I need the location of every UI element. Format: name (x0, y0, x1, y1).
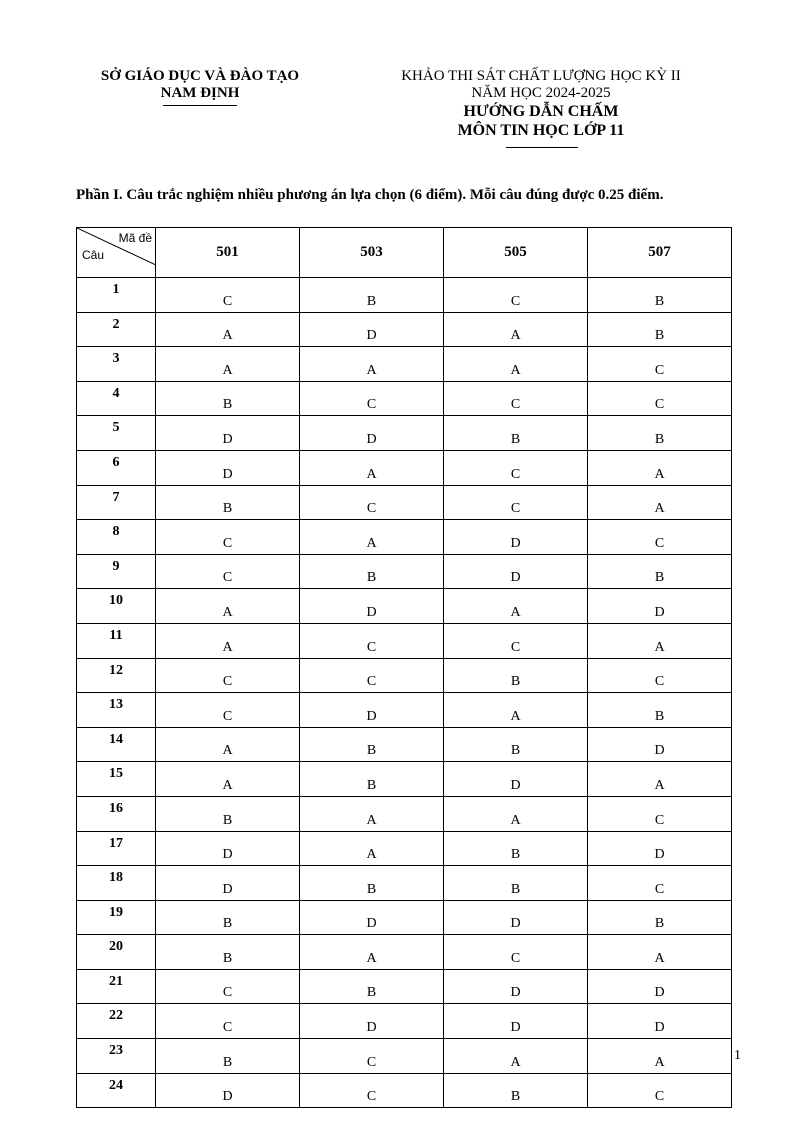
answer-cell: D (156, 450, 300, 485)
answer-cell: C (300, 381, 444, 416)
answer-cell: C (444, 935, 588, 970)
exam-code-header: 503 (300, 228, 444, 278)
table-row (77, 450, 732, 485)
answer-cell: D (444, 520, 588, 555)
answer-cell: C (300, 485, 444, 520)
question-number: 16 (77, 796, 156, 831)
table-row (77, 658, 732, 693)
answer-cell: B (444, 1073, 588, 1108)
answer-cell: D (300, 416, 444, 451)
answer-cell: A (588, 935, 732, 970)
answer-cell: D (588, 969, 732, 1004)
question-number: 23 (77, 1039, 156, 1074)
answer-cell: C (156, 969, 300, 1004)
table-row (77, 866, 732, 901)
answer-cell: D (444, 900, 588, 935)
table-row (77, 693, 732, 728)
question-number: 9 (77, 554, 156, 589)
question-number: 14 (77, 727, 156, 762)
answer-cell: A (444, 796, 588, 831)
question-number: 13 (77, 693, 156, 728)
table-row (77, 312, 732, 347)
table-row (77, 520, 732, 555)
answer-cell: C (300, 1039, 444, 1074)
question-number: 6 (77, 450, 156, 485)
table-row (77, 900, 732, 935)
answer-cell: B (156, 1039, 300, 1074)
answer-cell: D (588, 727, 732, 762)
answer-cell: C (444, 381, 588, 416)
table-row (77, 554, 732, 589)
answer-cell: C (588, 796, 732, 831)
answer-cell: C (156, 554, 300, 589)
table-row (77, 969, 732, 1004)
table-row (77, 762, 732, 797)
answer-cell: D (156, 866, 300, 901)
answer-cell: B (300, 278, 444, 313)
table-row (77, 935, 732, 970)
answer-cell: D (300, 900, 444, 935)
answer-cell: D (300, 693, 444, 728)
question-number: 20 (77, 935, 156, 970)
department-header (80, 68, 320, 106)
answer-cell: C (156, 693, 300, 728)
table-row (77, 1039, 732, 1074)
section-title: Phần I. Câu trắc nghiệm nhiều phương án lựa chọn (6 điểm). Mỗi câu đúng được 0.25 điểm. (76, 187, 664, 203)
department-name: SỞ GIÁO DỤC VÀ ĐÀO TẠO (100, 68, 300, 84)
answer-cell: B (156, 485, 300, 520)
answer-cell: D (156, 831, 300, 866)
answer-cell: A (588, 485, 732, 520)
answer-cell: D (588, 1004, 732, 1039)
answer-table-body (77, 278, 732, 1108)
answer-cell: D (300, 1004, 444, 1039)
table-row (77, 796, 732, 831)
answer-cell: B (588, 693, 732, 728)
table-row (77, 416, 732, 451)
table-row (77, 1004, 732, 1039)
answer-cell: B (156, 796, 300, 831)
question-number: 7 (77, 485, 156, 520)
question-number: 18 (77, 866, 156, 901)
answer-cell: D (588, 589, 732, 624)
answer-cell: B (588, 900, 732, 935)
corner-cell (77, 228, 156, 278)
exam-code-header: 505 (444, 228, 588, 278)
table-row (77, 485, 732, 520)
answer-cell: A (156, 589, 300, 624)
question-number: 4 (77, 381, 156, 416)
answer-cell: C (156, 520, 300, 555)
answer-cell: D (444, 1004, 588, 1039)
answer-cell: B (588, 416, 732, 451)
answer-cell: D (444, 969, 588, 1004)
answer-cell: C (588, 520, 732, 555)
answer-cell: B (444, 866, 588, 901)
answer-cell: C (156, 278, 300, 313)
answer-cell: A (156, 727, 300, 762)
answer-cell: A (588, 762, 732, 797)
table-row (77, 727, 732, 762)
document-title: HƯỚNG DẪN CHẤM (463, 103, 619, 120)
question-number: 5 (77, 416, 156, 451)
table-row (77, 278, 732, 313)
answer-cell: A (588, 623, 732, 658)
answer-cell: C (444, 278, 588, 313)
answer-cell: B (300, 762, 444, 797)
question-number: 12 (77, 658, 156, 693)
answer-cell: B (444, 416, 588, 451)
answer-cell: A (300, 347, 444, 382)
corner-label-question: Câu (82, 248, 105, 262)
answer-cell: B (588, 312, 732, 347)
answer-cell: A (588, 450, 732, 485)
answer-cell: C (156, 658, 300, 693)
subject-title: MÔN TIN HỌC LỚP 11 (457, 122, 625, 139)
answer-cell: B (156, 935, 300, 970)
answer-cell: A (588, 1039, 732, 1074)
answer-cell: D (156, 1073, 300, 1108)
answer-cell: C (588, 347, 732, 382)
answer-cell: A (444, 347, 588, 382)
answer-cell: C (300, 1073, 444, 1108)
table-row (77, 589, 732, 624)
answer-cell: C (588, 381, 732, 416)
answer-cell: D (588, 831, 732, 866)
answer-cell: B (588, 278, 732, 313)
answer-cell: A (300, 450, 444, 485)
answer-cell: C (300, 658, 444, 693)
answer-cell: A (156, 762, 300, 797)
answer-cell: A (300, 935, 444, 970)
exam-header (360, 68, 722, 140)
exam-code-header: 507 (588, 228, 732, 278)
exam-name: KHẢO THI SÁT CHẤT LƯỢNG HỌC KỲ II (401, 68, 681, 84)
answer-cell: B (300, 866, 444, 901)
question-number: 10 (77, 589, 156, 624)
exam-code-header: 501 (156, 228, 300, 278)
answer-cell: D (444, 554, 588, 589)
question-number: 24 (77, 1073, 156, 1108)
table-header-row (77, 228, 732, 278)
answer-cell: D (444, 762, 588, 797)
answer-cell: B (156, 381, 300, 416)
answer-cell: C (300, 623, 444, 658)
answer-cell: A (156, 312, 300, 347)
question-number: 22 (77, 1004, 156, 1039)
answer-cell: C (444, 450, 588, 485)
table-row (77, 623, 732, 658)
answer-cell: A (156, 623, 300, 658)
answer-cell: A (156, 347, 300, 382)
page-number: 1 (734, 1048, 741, 1063)
question-number: 8 (77, 520, 156, 555)
answer-cell: A (444, 312, 588, 347)
table-row (77, 347, 732, 382)
answer-cell: B (588, 554, 732, 589)
answer-cell: D (300, 312, 444, 347)
answer-cell: A (444, 693, 588, 728)
answer-cell: C (588, 658, 732, 693)
school-year: NĂM HỌC 2024-2025 (471, 85, 611, 101)
question-number: 17 (77, 831, 156, 866)
corner-label-code: Mã đề (118, 231, 152, 245)
answer-cell: B (300, 727, 444, 762)
table-row (77, 381, 732, 416)
answer-cell: B (156, 900, 300, 935)
answer-cell: A (300, 520, 444, 555)
answer-cell: C (588, 1073, 732, 1108)
answer-cell: B (300, 554, 444, 589)
answer-cell: A (300, 796, 444, 831)
table-row (77, 1073, 732, 1108)
answer-cell: A (300, 831, 444, 866)
answer-cell: B (444, 658, 588, 693)
question-number: 19 (77, 900, 156, 935)
question-number: 15 (77, 762, 156, 797)
answer-cell: A (444, 1039, 588, 1074)
answer-key-table (76, 227, 732, 1108)
answer-cell: B (444, 831, 588, 866)
answer-cell: D (156, 416, 300, 451)
question-number: 1 (77, 278, 156, 313)
question-number: 2 (77, 312, 156, 347)
answer-cell: C (588, 866, 732, 901)
province-underline (163, 105, 237, 106)
answer-cell: C (444, 485, 588, 520)
subject-underline (506, 147, 578, 148)
table-row (77, 831, 732, 866)
province-name: NAM ĐỊNH (160, 85, 240, 101)
answer-cell: C (444, 623, 588, 658)
answer-cell: B (444, 727, 588, 762)
answer-cell: C (156, 1004, 300, 1039)
question-number: 11 (77, 623, 156, 658)
answer-cell: D (300, 589, 444, 624)
question-number: 3 (77, 347, 156, 382)
answer-cell: B (300, 969, 444, 1004)
answer-cell: A (444, 589, 588, 624)
question-number: 21 (77, 969, 156, 1004)
